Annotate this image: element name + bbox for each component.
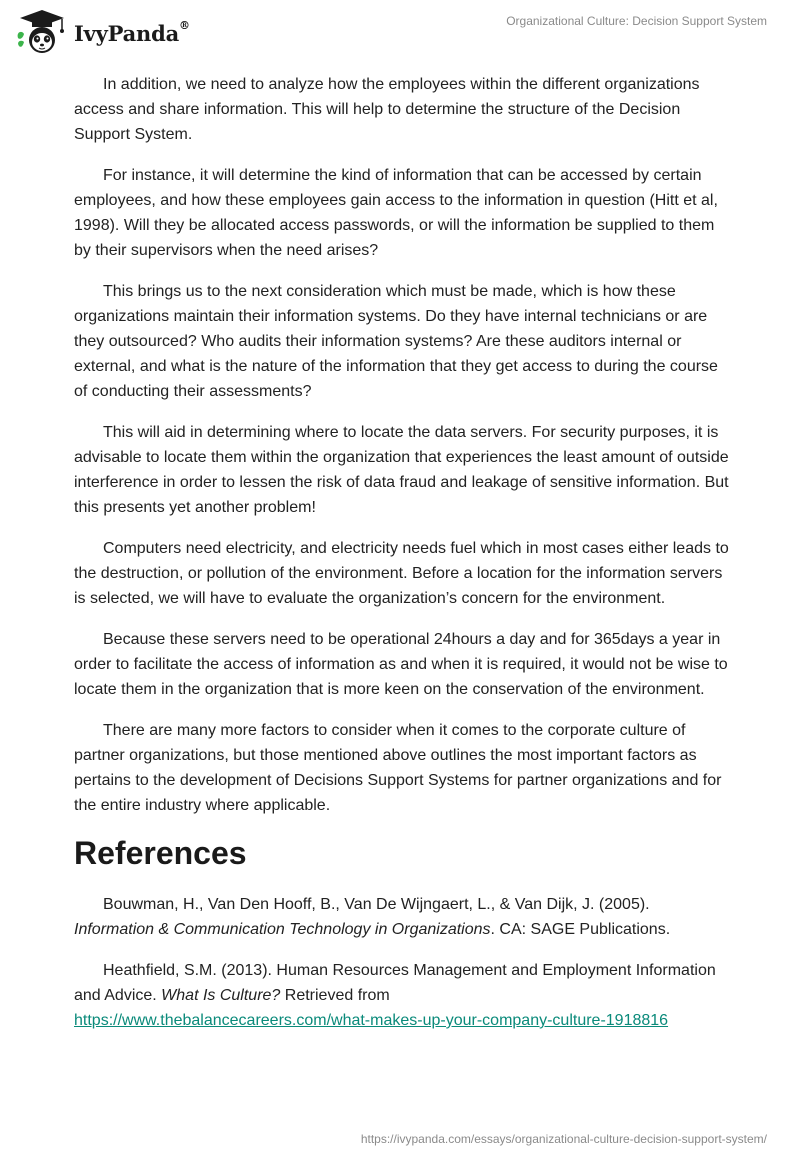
paragraph: For instance, it will determine the kind of information that can be accessed by certain employees, and how these employees gain access to the information in question (Hitt et al, 1998). Will they be allocated access passwords, or will the information be supplied to them by their supervisors when the need arises? (74, 167, 718, 259)
document-title: Organizational Culture: Decision Support System (506, 14, 767, 28)
references-heading: References (74, 835, 247, 871)
essay-body (74, 72, 734, 1049)
footer-url: https://ivypanda.com/essays/organizational-culture-decision-support-system/ (360, 1132, 767, 1146)
ivypanda-logo[interactable] (14, 8, 190, 56)
reference-item (74, 892, 734, 942)
paragraph: Because these servers need to be operational 24hours a day and for 365days a year in order to facilitate the access of information as and when it is required, it would not be wise to locate them in the organization that is more keen on the conservation of the environment. (74, 631, 728, 698)
paragraph: Computers need electricity, and electricity needs fuel which in most cases either leads to the destruction, or pollution of the environment. Before a location for the information servers is selected, we will have to evaluate the organization’s concern for the environment. (74, 540, 729, 607)
paragraph: There are many more factors to consider when it comes to the corporate culture of partner organizations, but those mentioned above outlines the most important factors as pertains to the development of Decisions Support Systems for partner organizations and for the entire industry where applicable. (74, 722, 722, 814)
paragraph: In addition, we need to analyze how the employees within the different organizations access and share information. This will help to determine the structure of the Decision Support System. (74, 76, 700, 143)
reference-title: Information & Communication Technology in Organizations (74, 921, 491, 938)
reference-text: Retrieved from (280, 987, 390, 1004)
page-header (0, 0, 800, 64)
paragraph: This brings us to the next consideration which must be made, which is how these organizations maintain their information systems. Do they have internal technicians or are they outsourced? Who audits their information systems? Are these auditors internal or external, and what is the nature of the information that they get access to during the course of conducting their assessments? (74, 283, 718, 400)
reference-text: Heathfield, S.M. (2013). Human Resources Management and Employment Information and Advice. (74, 962, 716, 1004)
logo-wordmark: IvyPanda® (74, 18, 190, 46)
paragraph: This will aid in determining where to locate the data servers. For security purposes, it is advisable to locate them within the organization that experiences the least amount of outside interference in order to lessen the risk of data fraud and leakage of sensitive information. But this presents yet another problem! (74, 424, 729, 516)
reference-item (74, 958, 734, 1033)
panda-graduation-icon (14, 8, 70, 56)
reference-text: Bouwman, H., Van Den Hooff, B., Van De Wijngaert, L., & Van Dijk, J. (2005). (103, 896, 650, 913)
reference-text: . CA: SAGE Publications. (490, 921, 671, 938)
reference-link[interactable]: https://www.thebalancecareers.com/what-makes-up-your-company-culture-1918816 (74, 1012, 669, 1029)
registered-mark: ® (179, 18, 190, 32)
reference-title: What Is Culture? (161, 987, 281, 1004)
